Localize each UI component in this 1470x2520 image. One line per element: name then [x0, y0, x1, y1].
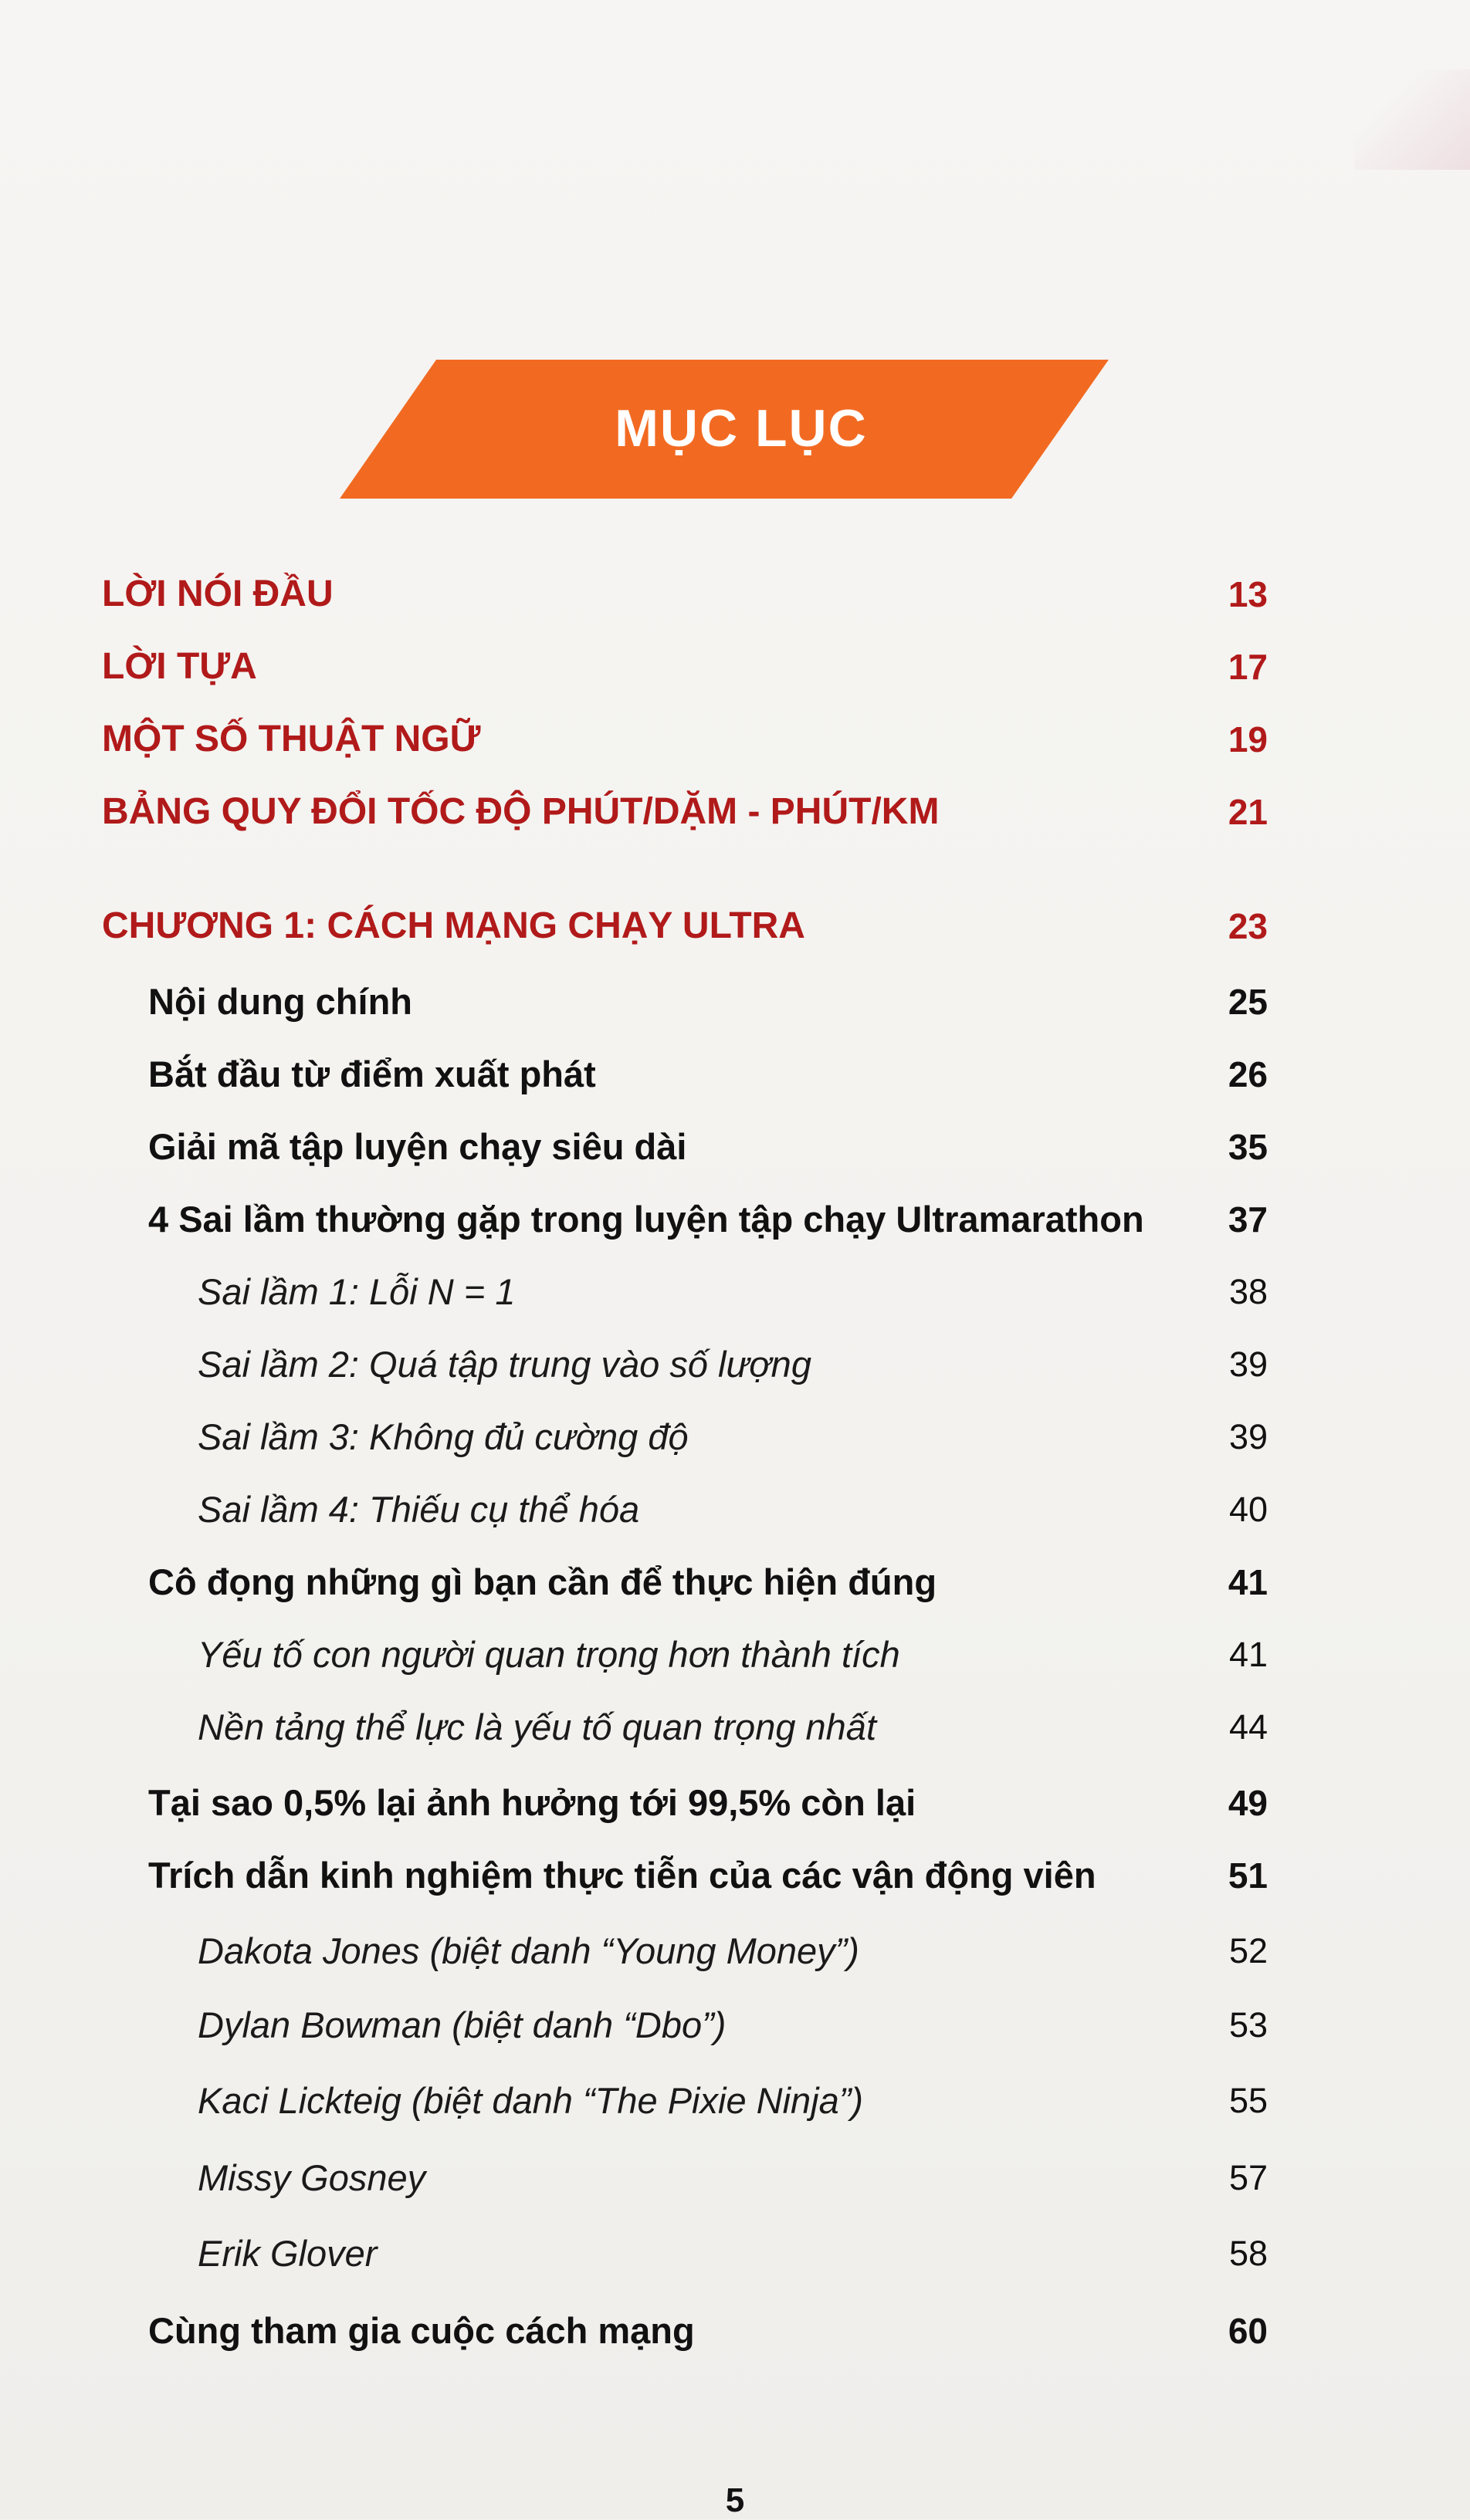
toc-entry-title: Dylan Bowman (biệt danh “Dbo”) [198, 2004, 727, 2045]
toc-entry-title: Missy Gosney [198, 2157, 426, 2198]
toc-chapter-page: 23 [1228, 906, 1268, 946]
toc-section-item[interactable] [0, 1116, 1470, 1178]
toc-subsection-item[interactable] [0, 1994, 1470, 2056]
toc-section-item[interactable] [0, 1189, 1470, 1250]
toc-entry-page: 19 [1228, 719, 1268, 759]
toc-entry-title: LỜI TỰA [102, 646, 257, 687]
toc-section-item[interactable] [0, 2300, 1470, 2362]
toc-entry-page: 38 [1228, 1272, 1268, 1311]
toc-entry-page: 37 [1228, 1199, 1268, 1240]
toc-banner [340, 355, 1112, 502]
toc-subsection-item[interactable] [0, 1334, 1470, 1395]
toc-entry-title: Cùng tham gia cuộc cách mạng [148, 2310, 695, 2351]
toc-entry-title: Trích dẫn kinh nghiệm thực tiễn của các vận động viên [148, 1855, 1096, 1896]
toc-entry-title: Sai lầm 4: Thiếu cụ thể hóa [198, 1489, 640, 1530]
toc-front-item[interactable] [0, 563, 1470, 625]
toc-entry-page: 57 [1228, 2158, 1268, 2197]
toc-subsection-item[interactable] [0, 1920, 1470, 1982]
toc-front-item[interactable] [0, 709, 1470, 770]
toc-entry-title: Sai lầm 2: Quá tập trung vào số lượng [198, 1344, 811, 1385]
page-number: 5 [725, 2481, 745, 2519]
toc-entry-title: Tại sao 0,5% lại ảnh hưởng tới 99,5% còn lại [148, 1782, 916, 1823]
toc-entry-title: 4 Sai lầm thường gặp trong luyện tập chạy Ultramarathon [148, 1199, 1144, 1240]
toc-entry-title: BẢNG QUY ĐỔI TỐC ĐỘ PHÚT/DẶM - PHÚT/KM [102, 791, 940, 832]
toc-entry-page: 49 [1228, 1783, 1268, 1823]
toc-entry-page: 60 [1228, 2311, 1268, 2351]
toc-entry-title: Kaci Lickteig (biệt danh “The Pixie Ninja”) [198, 2080, 864, 2121]
toc-entry-page: 17 [1228, 647, 1268, 687]
toc-entry-page: 55 [1228, 2081, 1268, 2120]
toc-entry-page: 41 [1228, 1562, 1268, 1602]
toc-entry-title: Sai lầm 1: Lỗi N = 1 [198, 1271, 516, 1312]
toc-entry-title: Sai lầm 3: Không đủ cường độ [198, 1416, 689, 1457]
toc-subsection-item[interactable] [0, 1696, 1470, 1758]
toc-entry-page: 25 [1228, 982, 1268, 1022]
toc-entry-page: 52 [1228, 1931, 1268, 1970]
toc-subsection-item[interactable] [0, 1406, 1470, 1468]
toc-entry-title: MỘT SỐ THUẬT NGỮ [102, 719, 481, 759]
toc-subsection-item[interactable] [0, 1624, 1470, 1686]
toc-front-item[interactable] [0, 636, 1470, 698]
toc-entry-page: 21 [1228, 792, 1268, 832]
toc-front-item[interactable] [0, 781, 1470, 843]
toc-section-item[interactable] [0, 1551, 1470, 1613]
toc-entry-title: Erik Glover [198, 2233, 378, 2274]
toc-entry-title: Giải mã tập luyện chạy siêu dài [148, 1126, 687, 1167]
toc-subsection-item[interactable] [0, 1479, 1470, 1541]
toc-subsection-item[interactable] [0, 1261, 1470, 1323]
toc-entry-title: Nền tảng thể lực là yếu tố quan trọng nhất [198, 1706, 877, 1747]
toc-section-item[interactable] [0, 1845, 1470, 1906]
toc-chapter-title: CHƯƠNG 1: CÁCH MẠNG CHẠY ULTRA [102, 905, 805, 946]
page-title: MỤC LỤC [615, 399, 868, 458]
toc-entry-page: 35 [1228, 1127, 1268, 1167]
toc-subsection-item[interactable] [0, 2223, 1470, 2285]
toc-entry-page: 41 [1228, 1635, 1268, 1674]
toc-entry-title: Cô đọng những gì bạn cần để thực hiện đúng [148, 1561, 937, 1602]
toc-chapter-item[interactable] [0, 895, 1470, 957]
toc-entry-page: 26 [1228, 1054, 1268, 1094]
toc-entry-page: 51 [1228, 1855, 1268, 1896]
toc-entry-page: 53 [1228, 2005, 1268, 2045]
toc-entry-page: 39 [1228, 1417, 1268, 1456]
toc-entry-title: LỜI NÓI ĐẦU [102, 573, 334, 614]
page-corner-shadow [1354, 69, 1470, 170]
toc-entry-title: Bắt đầu từ điểm xuất phát [148, 1054, 596, 1094]
toc-subsection-item[interactable] [0, 2070, 1470, 2132]
toc-section-item[interactable] [0, 1044, 1470, 1105]
toc-entry-title: Nội dung chính [148, 981, 412, 1022]
toc-subsection-item[interactable] [0, 2147, 1470, 2209]
toc-section-item[interactable] [0, 971, 1470, 1033]
toc-entry-page: 58 [1228, 2234, 1268, 2273]
toc-entry-page: 39 [1228, 1345, 1268, 1384]
toc-entry-page: 44 [1228, 1707, 1268, 1747]
toc-section-item[interactable] [0, 1772, 1470, 1834]
toc-entry-page: 40 [1228, 1490, 1268, 1529]
toc-entry-title: Yếu tố con người quan trọng hơn thành tích [198, 1634, 900, 1675]
toc-entry-page: 13 [1228, 574, 1268, 614]
toc-entry-title: Dakota Jones (biệt danh “Young Money”) [198, 1930, 859, 1971]
